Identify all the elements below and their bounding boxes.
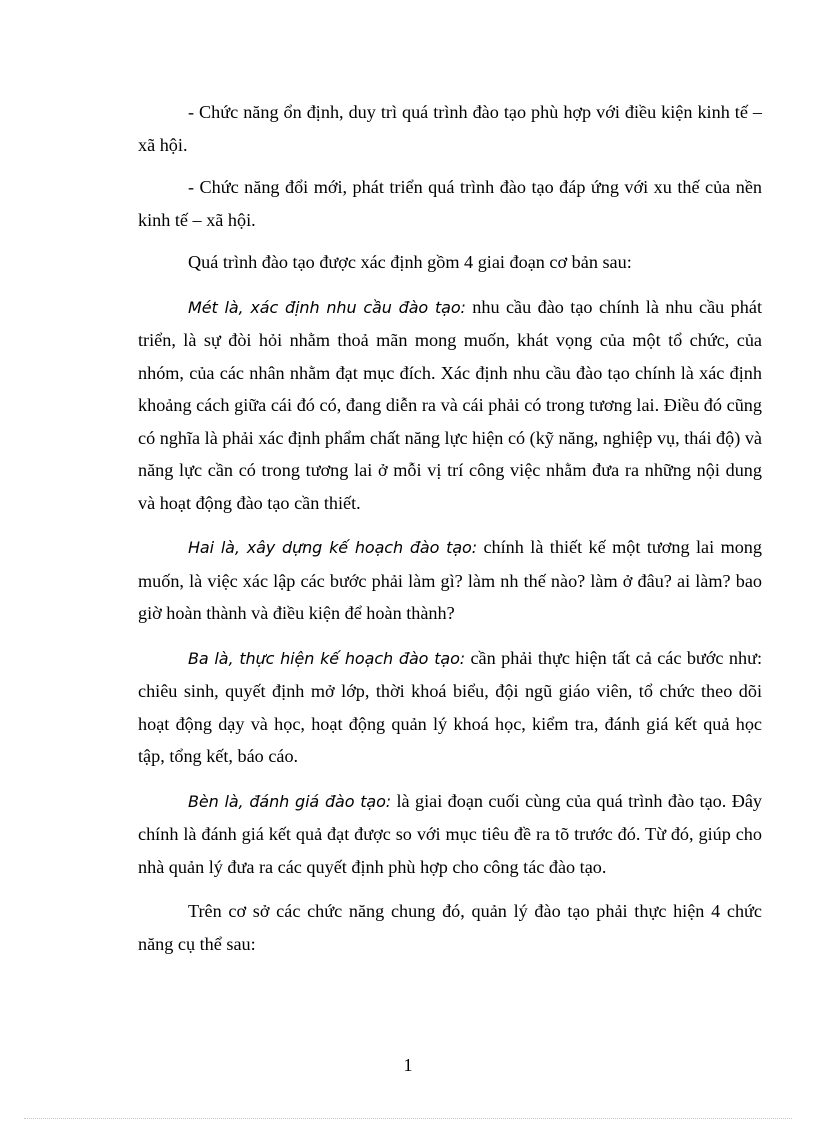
paragraph-specific-functions <box>138 895 762 960</box>
paragraph-stage-four <box>138 785 762 884</box>
paragraph-stage-three <box>138 642 762 773</box>
paragraph-stage-two <box>138 531 762 630</box>
stage-one-heading: Mét là, xác định nhu cầu đào tạo: <box>188 297 466 317</box>
paragraph-function-innovation <box>138 171 762 236</box>
paragraph-text: là giai đoạn cuối cùng của quá trình đào tạo. Đây chính là đánh giá kết quả đạt được so với mục tiêu đề ra tõ trước đó. Từ đó, giúp cho nhà quản lý đưa ra các quyết định phù hợp cho công tác đào tạo. <box>138 790 762 877</box>
paragraph-text: Quá trình đào tạo được xác định gồm 4 giai đoạn cơ bản sau: <box>188 252 632 272</box>
paragraph-text: chính là thiết kế một tương lai mong muốn, là việc xác lập các bước phải làm gì? làm nh thế nào? làm ở đâu? ai làm? bao giờ hoàn thành và điều kiện để hoàn thành? <box>138 537 762 623</box>
paragraph-stage-one <box>138 291 762 520</box>
page-bottom-divider <box>24 1118 792 1119</box>
paragraph-text: - Chức năng ổn định, duy trì quá trình đào tạo phù hợp với điều kiện kinh tế – xã hội. <box>138 102 762 155</box>
stage-two-heading: Hai là, xây dựng kế hoạch đào tạo: <box>188 538 478 557</box>
paragraph-text: nhu cầu đào tạo chính là nhu cầu phát triển, là sự đòi hỏi nhằm thoả mãn mong muốn, khát vọng của một tổ chức, của nhóm, của các nhân nhằm đạt mục đích. Xác định nhu cầu đào tạo chính là xác định khoảng cách giữa cái đó có, đang diễn ra và cái phải có trong tương lai. Điều đó cũng có nghĩa là phải xác định phẩm chất năng lực hiện có (kỹ năng, nghiệp vụ, thái độ) và năng lực cần có trong tương lai ở mỗi vị trí công việc nhằm đưa ra những nội dung và hoạt động đào tạo cần thiết. <box>138 296 763 513</box>
stage-three-heading: Ba là, thực hiện kế hoạch đào tạo: <box>188 648 466 668</box>
paragraph-function-stability <box>138 96 762 161</box>
stage-four-heading: Bèn là, đánh giá đào tạo: <box>188 791 392 811</box>
paragraph-text: cần phải thực hiện tất cả các bước như: chiêu sinh, quyết định mở lớp, thời khoá biểu, đội ngũ giáo viên, tổ chức theo dõi hoạt động dạy và học, hoạt động quản lý khoá học, kiểm tra, đánh giá kết quả học tập, tổng kết, báo cáo. <box>138 647 762 766</box>
paragraph-stages-intro <box>138 246 762 279</box>
paragraph-text: - Chức năng đổi mới, phát triển quá trình đào tạo đáp ứng với xu thế của nền kinh tế – xã hội. <box>138 177 762 230</box>
paragraph-text: Trên cơ sở các chức năng chung đó, quản lý đào tạo phải thực hiện 4 chức năng cụ thể sau: <box>138 901 762 954</box>
body-text <box>138 96 762 960</box>
page-number: 1 <box>403 1055 413 1075</box>
